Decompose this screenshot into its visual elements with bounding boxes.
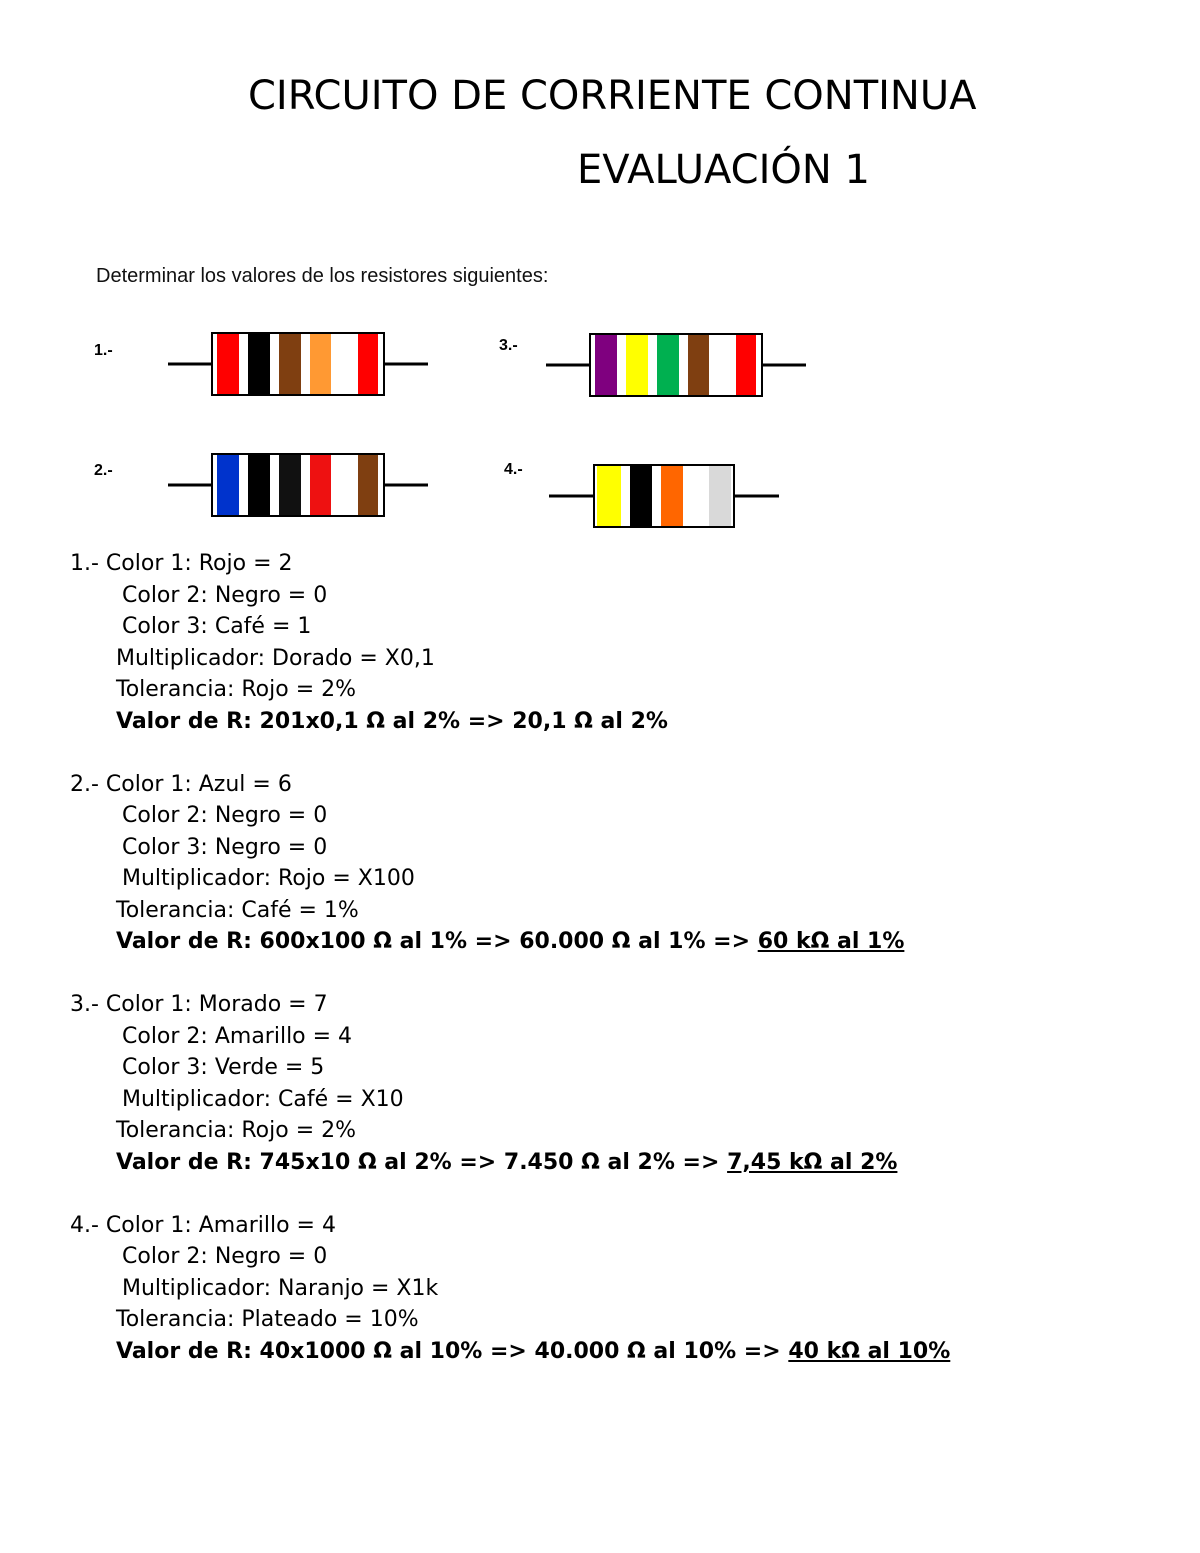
color-band-3 <box>279 455 301 515</box>
color-band-2 <box>248 334 270 394</box>
answer-line: Tolerancia: Plateado = 10% <box>116 1307 419 1332</box>
page-subtitle: EVALUACIÓN 1 <box>577 147 870 193</box>
color-band-6 <box>358 455 378 515</box>
resistor-4 <box>549 462 779 530</box>
result-final: 60 kΩ al 1% <box>757 929 905 954</box>
color-band-4 <box>688 335 710 395</box>
resistor-3-label: 3.- <box>499 337 518 354</box>
color-band-3 <box>661 466 683 526</box>
result-line <box>70 1336 1150 1368</box>
answer-1 <box>70 548 1150 737</box>
page-title: CIRCUITO DE CORRIENTE CONTINUA <box>248 73 977 119</box>
answers-section <box>70 548 1150 1399</box>
result-text: Valor de R: 600x100 Ω al 1% => 60.000 Ω al 1% => <box>116 929 758 954</box>
result-line <box>70 706 1150 738</box>
result-line <box>70 926 1150 958</box>
color-band-2 <box>626 335 648 395</box>
answer-line: Color 2: Amarillo = 4 <box>122 1023 353 1049</box>
resistor-3 <box>546 331 806 399</box>
color-band-3 <box>279 334 301 394</box>
answer-line: Multiplicador: Rojo = X100 <box>122 866 415 891</box>
color-band-4 <box>310 455 332 515</box>
answer-line: Color 2: Negro = 0 <box>122 582 328 608</box>
answer-line: Multiplicador: Café = X10 <box>122 1086 404 1112</box>
resistor-2 <box>168 451 428 519</box>
color-band-5 <box>709 466 731 526</box>
color-band-1 <box>217 334 239 394</box>
result-text: Valor de R: 745x10 Ω al 2% => 7.450 Ω al 2% => <box>116 1149 728 1175</box>
answer-line: Multiplicador: Dorado = X0,1 <box>116 645 435 671</box>
result-line <box>70 1147 1150 1179</box>
color-band-5 <box>331 455 357 515</box>
color-band-1 <box>595 335 617 395</box>
color-band-2 <box>248 455 270 515</box>
color-band-1 <box>597 466 621 526</box>
color-band-3 <box>657 335 679 395</box>
answer-line: 2.- Color 1: Azul = 6 <box>70 771 292 797</box>
color-band-5 <box>331 334 357 394</box>
resistor-1-label: 1.- <box>94 342 113 359</box>
answer-line: 1.- Color 1: Rojo = 2 <box>70 551 293 576</box>
answer-line: Color 2: Negro = 0 <box>122 1244 328 1269</box>
answer-line: Color 2: Negro = 0 <box>122 803 328 828</box>
color-band-4 <box>683 466 707 526</box>
answer-line: 4.- Color 1: Amarillo = 4 <box>70 1212 336 1238</box>
color-band-1 <box>217 455 239 515</box>
answer-line: 3.- Color 1: Morado = 7 <box>70 992 328 1017</box>
answer-line: Color 3: Café = 1 <box>122 614 312 639</box>
answer-line: Tolerancia: Rojo = 2% <box>116 1118 357 1143</box>
color-band-4 <box>310 334 332 394</box>
answer-3 <box>70 989 1150 1178</box>
resistor-1 <box>168 330 428 398</box>
color-band-5 <box>709 335 735 395</box>
result-text: Valor de R: 201x0,1 Ω al 2% => 20,1 Ω al 2% <box>116 708 668 734</box>
result-text: Valor de R: 40x1000 Ω al 10% => 40.000 Ω al 10% => <box>116 1338 789 1364</box>
resistor-4-label: 4.- <box>504 461 523 478</box>
answer-line: Color 3: Verde = 5 <box>122 1055 325 1080</box>
answer-line: Multiplicador: Naranjo = X1k <box>122 1275 439 1301</box>
answer-4 <box>70 1210 1150 1368</box>
color-band-6 <box>358 334 378 394</box>
result-final: 7,45 kΩ al 2% <box>727 1149 898 1175</box>
color-band-6 <box>736 335 756 395</box>
instructions-text: Determinar los valores de los resistores siguientes: <box>96 265 549 287</box>
result-final: 40 kΩ al 10% <box>788 1338 951 1364</box>
answer-line: Tolerancia: Rojo = 2% <box>116 677 357 702</box>
color-band-2 <box>630 466 652 526</box>
answer-2 <box>70 769 1150 958</box>
resistor-2-label: 2.- <box>94 462 113 479</box>
answer-line: Color 3: Negro = 0 <box>122 834 328 860</box>
answer-line: Tolerancia: Café = 1% <box>116 897 359 923</box>
